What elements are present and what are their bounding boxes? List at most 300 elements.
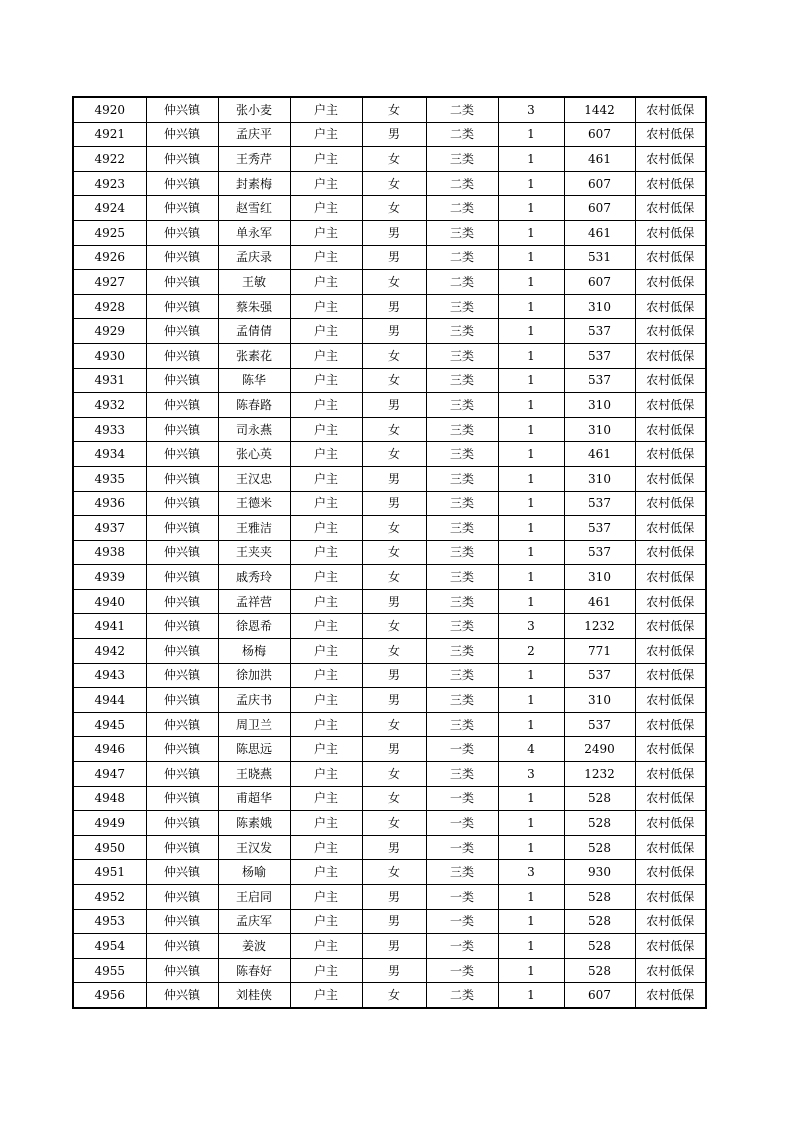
table-row bbox=[73, 196, 706, 221]
cell-serial-number: 4937 bbox=[73, 516, 146, 541]
cell-relation: 户主 bbox=[290, 417, 362, 442]
cell-assistance-type: 农村低保 bbox=[635, 712, 706, 737]
cell-town: 仲兴镇 bbox=[146, 417, 218, 442]
cell-assistance-type: 农村低保 bbox=[635, 663, 706, 688]
cell-gender: 女 bbox=[362, 343, 426, 368]
cell-category: 一类 bbox=[426, 958, 498, 983]
cell-name: 孟庆军 bbox=[218, 909, 290, 934]
cell-serial-number: 4944 bbox=[73, 688, 146, 713]
cell-category: 三类 bbox=[426, 589, 498, 614]
cell-amount: 310 bbox=[564, 688, 635, 713]
cell-assistance-type: 农村低保 bbox=[635, 909, 706, 934]
cell-gender: 男 bbox=[362, 835, 426, 860]
cell-name: 王敏 bbox=[218, 270, 290, 295]
cell-household-size: 1 bbox=[498, 294, 564, 319]
cell-town: 仲兴镇 bbox=[146, 983, 218, 1008]
cell-name: 司永燕 bbox=[218, 417, 290, 442]
table-row bbox=[73, 97, 706, 122]
cell-household-size: 3 bbox=[498, 762, 564, 787]
cell-town: 仲兴镇 bbox=[146, 122, 218, 147]
cell-name: 蔡朱强 bbox=[218, 294, 290, 319]
cell-assistance-type: 农村低保 bbox=[635, 220, 706, 245]
cell-serial-number: 4938 bbox=[73, 540, 146, 565]
cell-category: 三类 bbox=[426, 565, 498, 590]
cell-name: 杨梅 bbox=[218, 639, 290, 664]
table-row bbox=[73, 270, 706, 295]
cell-relation: 户主 bbox=[290, 762, 362, 787]
cell-assistance-type: 农村低保 bbox=[635, 934, 706, 959]
cell-household-size: 3 bbox=[498, 614, 564, 639]
cell-assistance-type: 农村低保 bbox=[635, 835, 706, 860]
cell-serial-number: 4922 bbox=[73, 147, 146, 172]
cell-gender: 男 bbox=[362, 934, 426, 959]
cell-assistance-type: 农村低保 bbox=[635, 97, 706, 122]
cell-gender: 男 bbox=[362, 466, 426, 491]
cell-relation: 户主 bbox=[290, 663, 362, 688]
cell-gender: 男 bbox=[362, 663, 426, 688]
cell-town: 仲兴镇 bbox=[146, 663, 218, 688]
cell-category: 二类 bbox=[426, 196, 498, 221]
cell-household-size: 3 bbox=[498, 97, 564, 122]
cell-serial-number: 4948 bbox=[73, 786, 146, 811]
cell-household-size: 1 bbox=[498, 171, 564, 196]
cell-name: 单永军 bbox=[218, 220, 290, 245]
cell-gender: 男 bbox=[362, 885, 426, 910]
cell-relation: 户主 bbox=[290, 835, 362, 860]
cell-assistance-type: 农村低保 bbox=[635, 786, 706, 811]
cell-name: 王汉发 bbox=[218, 835, 290, 860]
table-row bbox=[73, 909, 706, 934]
cell-category: 三类 bbox=[426, 491, 498, 516]
cell-amount: 537 bbox=[564, 343, 635, 368]
cell-category: 三类 bbox=[426, 614, 498, 639]
cell-serial-number: 4943 bbox=[73, 663, 146, 688]
cell-category: 二类 bbox=[426, 97, 498, 122]
cell-relation: 户主 bbox=[290, 245, 362, 270]
cell-amount: 537 bbox=[564, 319, 635, 344]
cell-household-size: 1 bbox=[498, 417, 564, 442]
cell-gender: 男 bbox=[362, 909, 426, 934]
cell-gender: 女 bbox=[362, 614, 426, 639]
cell-household-size: 1 bbox=[498, 319, 564, 344]
cell-relation: 户主 bbox=[290, 983, 362, 1008]
cell-relation: 户主 bbox=[290, 811, 362, 836]
cell-category: 三类 bbox=[426, 368, 498, 393]
cell-assistance-type: 农村低保 bbox=[635, 516, 706, 541]
cell-category: 一类 bbox=[426, 909, 498, 934]
cell-name: 孟庆录 bbox=[218, 245, 290, 270]
cell-assistance-type: 农村低保 bbox=[635, 540, 706, 565]
cell-relation: 户主 bbox=[290, 196, 362, 221]
cell-amount: 461 bbox=[564, 147, 635, 172]
cell-gender: 男 bbox=[362, 294, 426, 319]
table-row bbox=[73, 712, 706, 737]
cell-gender: 女 bbox=[362, 639, 426, 664]
cell-serial-number: 4951 bbox=[73, 860, 146, 885]
cell-household-size: 1 bbox=[498, 122, 564, 147]
cell-serial-number: 4956 bbox=[73, 983, 146, 1008]
cell-amount: 1232 bbox=[564, 614, 635, 639]
cell-serial-number: 4945 bbox=[73, 712, 146, 737]
cell-category: 三类 bbox=[426, 688, 498, 713]
cell-town: 仲兴镇 bbox=[146, 466, 218, 491]
cell-serial-number: 4926 bbox=[73, 245, 146, 270]
cell-serial-number: 4946 bbox=[73, 737, 146, 762]
cell-amount: 607 bbox=[564, 122, 635, 147]
cell-name: 张素花 bbox=[218, 343, 290, 368]
cell-category: 二类 bbox=[426, 245, 498, 270]
cell-amount: 461 bbox=[564, 442, 635, 467]
cell-amount: 2490 bbox=[564, 737, 635, 762]
cell-category: 一类 bbox=[426, 835, 498, 860]
cell-assistance-type: 农村低保 bbox=[635, 811, 706, 836]
cell-town: 仲兴镇 bbox=[146, 589, 218, 614]
cell-amount: 528 bbox=[564, 786, 635, 811]
cell-serial-number: 4925 bbox=[73, 220, 146, 245]
cell-assistance-type: 农村低保 bbox=[635, 196, 706, 221]
cell-gender: 男 bbox=[362, 688, 426, 713]
cell-relation: 户主 bbox=[290, 786, 362, 811]
cell-assistance-type: 农村低保 bbox=[635, 491, 706, 516]
table-row bbox=[73, 811, 706, 836]
cell-town: 仲兴镇 bbox=[146, 762, 218, 787]
table-row bbox=[73, 393, 706, 418]
cell-gender: 男 bbox=[362, 220, 426, 245]
cell-category: 三类 bbox=[426, 343, 498, 368]
table-row bbox=[73, 220, 706, 245]
cell-assistance-type: 农村低保 bbox=[635, 417, 706, 442]
cell-relation: 户主 bbox=[290, 860, 362, 885]
cell-household-size: 1 bbox=[498, 786, 564, 811]
cell-gender: 女 bbox=[362, 811, 426, 836]
cell-serial-number: 4932 bbox=[73, 393, 146, 418]
cell-serial-number: 4923 bbox=[73, 171, 146, 196]
cell-assistance-type: 农村低保 bbox=[635, 885, 706, 910]
cell-name: 徐加洪 bbox=[218, 663, 290, 688]
cell-town: 仲兴镇 bbox=[146, 688, 218, 713]
cell-relation: 户主 bbox=[290, 639, 362, 664]
cell-household-size: 1 bbox=[498, 466, 564, 491]
cell-assistance-type: 农村低保 bbox=[635, 860, 706, 885]
cell-serial-number: 4940 bbox=[73, 589, 146, 614]
cell-serial-number: 4950 bbox=[73, 835, 146, 860]
cell-name: 周卫兰 bbox=[218, 712, 290, 737]
cell-gender: 女 bbox=[362, 540, 426, 565]
cell-amount: 528 bbox=[564, 934, 635, 959]
cell-assistance-type: 农村低保 bbox=[635, 122, 706, 147]
cell-category: 二类 bbox=[426, 122, 498, 147]
cell-serial-number: 4927 bbox=[73, 270, 146, 295]
table-row bbox=[73, 762, 706, 787]
cell-relation: 户主 bbox=[290, 97, 362, 122]
table-row bbox=[73, 343, 706, 368]
table-row bbox=[73, 934, 706, 959]
cell-amount: 528 bbox=[564, 909, 635, 934]
cell-household-size: 1 bbox=[498, 934, 564, 959]
cell-household-size: 1 bbox=[498, 688, 564, 713]
cell-relation: 户主 bbox=[290, 294, 362, 319]
cell-town: 仲兴镇 bbox=[146, 860, 218, 885]
roster-body bbox=[73, 97, 706, 1008]
cell-name: 姜波 bbox=[218, 934, 290, 959]
cell-gender: 男 bbox=[362, 245, 426, 270]
cell-town: 仲兴镇 bbox=[146, 97, 218, 122]
cell-relation: 户主 bbox=[290, 466, 362, 491]
cell-serial-number: 4935 bbox=[73, 466, 146, 491]
cell-name: 陈春好 bbox=[218, 958, 290, 983]
cell-name: 张心英 bbox=[218, 442, 290, 467]
cell-relation: 户主 bbox=[290, 442, 362, 467]
cell-household-size: 1 bbox=[498, 393, 564, 418]
cell-category: 三类 bbox=[426, 540, 498, 565]
cell-relation: 户主 bbox=[290, 958, 362, 983]
cell-serial-number: 4933 bbox=[73, 417, 146, 442]
cell-assistance-type: 农村低保 bbox=[635, 983, 706, 1008]
cell-gender: 男 bbox=[362, 589, 426, 614]
table-row bbox=[73, 958, 706, 983]
cell-relation: 户主 bbox=[290, 368, 362, 393]
cell-amount: 537 bbox=[564, 516, 635, 541]
table-row bbox=[73, 835, 706, 860]
cell-town: 仲兴镇 bbox=[146, 811, 218, 836]
cell-amount: 607 bbox=[564, 270, 635, 295]
cell-category: 二类 bbox=[426, 270, 498, 295]
cell-assistance-type: 农村低保 bbox=[635, 565, 706, 590]
cell-relation: 户主 bbox=[290, 122, 362, 147]
cell-category: 三类 bbox=[426, 417, 498, 442]
cell-name: 陈华 bbox=[218, 368, 290, 393]
cell-gender: 女 bbox=[362, 196, 426, 221]
cell-town: 仲兴镇 bbox=[146, 147, 218, 172]
cell-household-size: 1 bbox=[498, 811, 564, 836]
cell-relation: 户主 bbox=[290, 343, 362, 368]
table-row bbox=[73, 294, 706, 319]
table-row bbox=[73, 417, 706, 442]
cell-category: 一类 bbox=[426, 934, 498, 959]
cell-assistance-type: 农村低保 bbox=[635, 294, 706, 319]
cell-amount: 310 bbox=[564, 393, 635, 418]
cell-household-size: 1 bbox=[498, 491, 564, 516]
table-row bbox=[73, 147, 706, 172]
table-row bbox=[73, 663, 706, 688]
cell-amount: 528 bbox=[564, 811, 635, 836]
cell-amount: 537 bbox=[564, 712, 635, 737]
cell-household-size: 1 bbox=[498, 516, 564, 541]
table-row bbox=[73, 171, 706, 196]
cell-household-size: 1 bbox=[498, 368, 564, 393]
cell-assistance-type: 农村低保 bbox=[635, 368, 706, 393]
cell-household-size: 1 bbox=[498, 147, 564, 172]
cell-amount: 1232 bbox=[564, 762, 635, 787]
cell-serial-number: 4936 bbox=[73, 491, 146, 516]
table-row bbox=[73, 245, 706, 270]
cell-serial-number: 4924 bbox=[73, 196, 146, 221]
cell-household-size: 1 bbox=[498, 270, 564, 295]
cell-relation: 户主 bbox=[290, 516, 362, 541]
cell-gender: 女 bbox=[362, 147, 426, 172]
cell-town: 仲兴镇 bbox=[146, 885, 218, 910]
cell-category: 三类 bbox=[426, 466, 498, 491]
cell-name: 甫超华 bbox=[218, 786, 290, 811]
cell-household-size: 1 bbox=[498, 442, 564, 467]
cell-assistance-type: 农村低保 bbox=[635, 466, 706, 491]
cell-relation: 户主 bbox=[290, 885, 362, 910]
cell-town: 仲兴镇 bbox=[146, 270, 218, 295]
cell-gender: 女 bbox=[362, 417, 426, 442]
cell-relation: 户主 bbox=[290, 909, 362, 934]
cell-relation: 户主 bbox=[290, 270, 362, 295]
cell-household-size: 1 bbox=[498, 835, 564, 860]
assistance-roster-table bbox=[72, 96, 707, 1009]
cell-household-size: 1 bbox=[498, 885, 564, 910]
cell-gender: 女 bbox=[362, 171, 426, 196]
cell-category: 三类 bbox=[426, 147, 498, 172]
cell-serial-number: 4939 bbox=[73, 565, 146, 590]
cell-serial-number: 4931 bbox=[73, 368, 146, 393]
cell-category: 三类 bbox=[426, 220, 498, 245]
cell-amount: 607 bbox=[564, 196, 635, 221]
cell-serial-number: 4930 bbox=[73, 343, 146, 368]
cell-category: 一类 bbox=[426, 885, 498, 910]
table-row bbox=[73, 589, 706, 614]
cell-gender: 男 bbox=[362, 122, 426, 147]
cell-amount: 930 bbox=[564, 860, 635, 885]
cell-category: 一类 bbox=[426, 737, 498, 762]
cell-town: 仲兴镇 bbox=[146, 516, 218, 541]
cell-amount: 531 bbox=[564, 245, 635, 270]
cell-amount: 607 bbox=[564, 983, 635, 1008]
cell-amount: 607 bbox=[564, 171, 635, 196]
cell-serial-number: 4947 bbox=[73, 762, 146, 787]
cell-amount: 537 bbox=[564, 663, 635, 688]
cell-town: 仲兴镇 bbox=[146, 442, 218, 467]
table-row bbox=[73, 319, 706, 344]
cell-household-size: 1 bbox=[498, 909, 564, 934]
table-row bbox=[73, 639, 706, 664]
cell-gender: 女 bbox=[362, 565, 426, 590]
cell-town: 仲兴镇 bbox=[146, 565, 218, 590]
cell-town: 仲兴镇 bbox=[146, 171, 218, 196]
cell-household-size: 2 bbox=[498, 639, 564, 664]
cell-relation: 户主 bbox=[290, 319, 362, 344]
cell-relation: 户主 bbox=[290, 491, 362, 516]
cell-town: 仲兴镇 bbox=[146, 835, 218, 860]
cell-amount: 537 bbox=[564, 368, 635, 393]
cell-assistance-type: 农村低保 bbox=[635, 393, 706, 418]
cell-name: 张小麦 bbox=[218, 97, 290, 122]
table-row bbox=[73, 368, 706, 393]
cell-gender: 女 bbox=[362, 97, 426, 122]
cell-town: 仲兴镇 bbox=[146, 639, 218, 664]
cell-amount: 537 bbox=[564, 491, 635, 516]
table-row bbox=[73, 885, 706, 910]
cell-amount: 310 bbox=[564, 294, 635, 319]
table-row bbox=[73, 860, 706, 885]
cell-name: 王夹夹 bbox=[218, 540, 290, 565]
cell-town: 仲兴镇 bbox=[146, 343, 218, 368]
cell-amount: 528 bbox=[564, 885, 635, 910]
table-row bbox=[73, 540, 706, 565]
cell-relation: 户主 bbox=[290, 147, 362, 172]
cell-town: 仲兴镇 bbox=[146, 712, 218, 737]
cell-serial-number: 4955 bbox=[73, 958, 146, 983]
cell-gender: 女 bbox=[362, 270, 426, 295]
cell-town: 仲兴镇 bbox=[146, 934, 218, 959]
cell-serial-number: 4928 bbox=[73, 294, 146, 319]
cell-town: 仲兴镇 bbox=[146, 393, 218, 418]
cell-household-size: 1 bbox=[498, 983, 564, 1008]
cell-gender: 女 bbox=[362, 983, 426, 1008]
cell-assistance-type: 农村低保 bbox=[635, 762, 706, 787]
cell-town: 仲兴镇 bbox=[146, 368, 218, 393]
cell-assistance-type: 农村低保 bbox=[635, 639, 706, 664]
cell-category: 三类 bbox=[426, 663, 498, 688]
cell-household-size: 1 bbox=[498, 565, 564, 590]
cell-relation: 户主 bbox=[290, 171, 362, 196]
table-row bbox=[73, 565, 706, 590]
cell-household-size: 4 bbox=[498, 737, 564, 762]
cell-assistance-type: 农村低保 bbox=[635, 589, 706, 614]
cell-assistance-type: 农村低保 bbox=[635, 737, 706, 762]
cell-town: 仲兴镇 bbox=[146, 614, 218, 639]
cell-name: 杨喻 bbox=[218, 860, 290, 885]
cell-gender: 女 bbox=[362, 516, 426, 541]
cell-name: 封素梅 bbox=[218, 171, 290, 196]
cell-serial-number: 4949 bbox=[73, 811, 146, 836]
cell-assistance-type: 农村低保 bbox=[635, 171, 706, 196]
cell-serial-number: 4952 bbox=[73, 885, 146, 910]
cell-name: 戚秀玲 bbox=[218, 565, 290, 590]
cell-serial-number: 4934 bbox=[73, 442, 146, 467]
table-row bbox=[73, 466, 706, 491]
cell-name: 孟庆书 bbox=[218, 688, 290, 713]
cell-relation: 户主 bbox=[290, 737, 362, 762]
cell-amount: 461 bbox=[564, 220, 635, 245]
cell-relation: 户主 bbox=[290, 565, 362, 590]
cell-amount: 528 bbox=[564, 835, 635, 860]
cell-category: 一类 bbox=[426, 786, 498, 811]
cell-relation: 户主 bbox=[290, 614, 362, 639]
cell-name: 王晓燕 bbox=[218, 762, 290, 787]
cell-name: 陈春路 bbox=[218, 393, 290, 418]
cell-serial-number: 4921 bbox=[73, 122, 146, 147]
cell-assistance-type: 农村低保 bbox=[635, 319, 706, 344]
cell-relation: 户主 bbox=[290, 934, 362, 959]
cell-assistance-type: 农村低保 bbox=[635, 958, 706, 983]
cell-household-size: 1 bbox=[498, 343, 564, 368]
cell-gender: 女 bbox=[362, 368, 426, 393]
cell-assistance-type: 农村低保 bbox=[635, 442, 706, 467]
cell-household-size: 1 bbox=[498, 196, 564, 221]
cell-amount: 461 bbox=[564, 589, 635, 614]
cell-gender: 女 bbox=[362, 786, 426, 811]
table-row bbox=[73, 983, 706, 1008]
cell-gender: 男 bbox=[362, 319, 426, 344]
cell-name: 王雅洁 bbox=[218, 516, 290, 541]
cell-category: 三类 bbox=[426, 442, 498, 467]
cell-relation: 户主 bbox=[290, 589, 362, 614]
cell-gender: 男 bbox=[362, 491, 426, 516]
cell-category: 三类 bbox=[426, 762, 498, 787]
cell-assistance-type: 农村低保 bbox=[635, 343, 706, 368]
cell-household-size: 1 bbox=[498, 712, 564, 737]
cell-name: 王秀芹 bbox=[218, 147, 290, 172]
table-row bbox=[73, 688, 706, 713]
cell-gender: 男 bbox=[362, 393, 426, 418]
cell-household-size: 1 bbox=[498, 540, 564, 565]
cell-household-size: 1 bbox=[498, 245, 564, 270]
cell-serial-number: 4954 bbox=[73, 934, 146, 959]
